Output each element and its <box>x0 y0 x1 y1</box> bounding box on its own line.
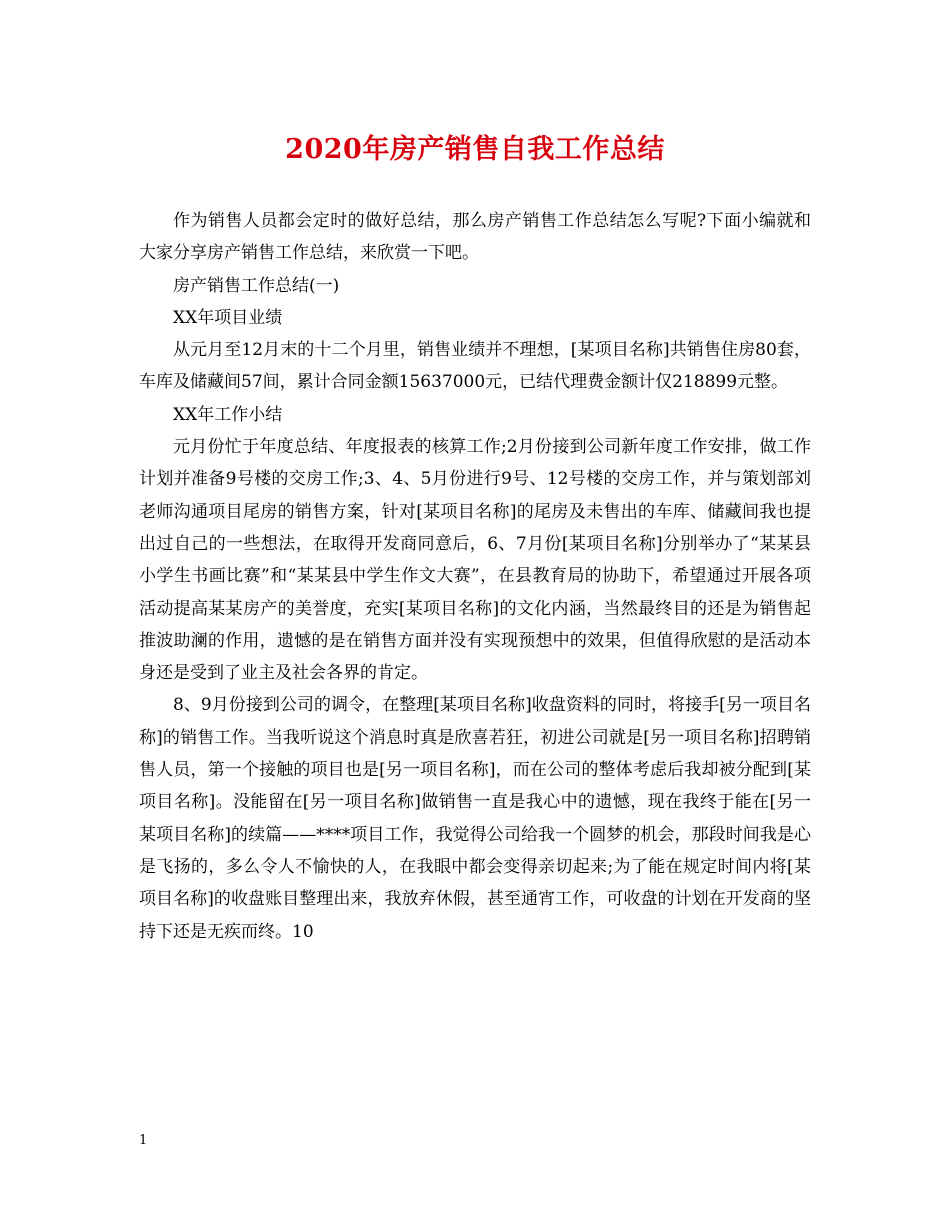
paragraph-intro: 作为销售人员都会定时的做好总结，那么房产销售工作总结怎么写呢?下面小编就和大家分享房产销售工作总结，来欣赏一下吧。 <box>139 211 811 264</box>
document-title: 2020年房产销售自我工作总结 <box>285 134 665 165</box>
paragraph-transfer: 8、9月份接到公司的调令，在整理[某项目名称]收盘资料的同时，将接手[另一项目名称]的销售工作。当我听说这个消息时真是欣喜若狂，初进公司就是[另一项目名称]招聘销售人员，第一个接触的项目也是[另一项目名称]，而在公司的整体考虑后我却被分配到[某项目名称]。没能留在[另一项目名称]做销售一直是我心中的遗憾，现在我终于能在[另一某项目名称]的续篇——****项目工作，我觉得公司给我一个圆梦的机会，那段时间我是心是飞扬的，多么令人不愉快的人，在我眼中都会变得亲切起来;为了能在规定时间内将[某项目名称]的收盘账目整理出来，我放弃休假，甚至通宵工作，可收盘的计划在开发商的坚持下还是无疾而终。10 <box>139 695 811 942</box>
page-number: 1 <box>139 1133 148 1148</box>
paragraph-summary: 元月份忙于年度总结、年度报表的核算工作;2月份接到公司新年度工作安排，做工作计划并准备9号楼的交房工作;3、4、5月份进行9号、12号楼的交房工作，并与策划部刘老师沟通项目尾房的销售方案，针对[某项目名称]的尾房及未售出的车库、储藏间我也提出过自己的一些想法，在取得开发商同意后，6、7月份[某项目名称]分别举办了“某某县小学生书画比赛”和“某某县中学生作文大赛”，在县教育局的协助下，希望通过开展各项活动提高某某房产的美誉度，充实[某项目名称]的文化内涵，当然最终目的还是为销售起推波助澜的作用，遗憾的是在销售方面并没有实现预想中的效果，但值得欣慰的是活动本身还是受到了业主及社会各界的肯定。 <box>139 437 811 684</box>
section-heading: 房产销售工作总结(一) <box>173 275 340 296</box>
paragraph-performance: 从元月至12月末的十二个月里，销售业绩并不理想，[某项目名称]共销售住房80套，车库及储藏间57间，累计合同金额15637000元，已结代理费金额计仅218899元整。 <box>139 340 811 393</box>
document-body <box>139 205 811 948</box>
subheading-performance: XX年项目业绩 <box>173 307 283 328</box>
subheading-summary: XX年工作小结 <box>173 404 283 425</box>
